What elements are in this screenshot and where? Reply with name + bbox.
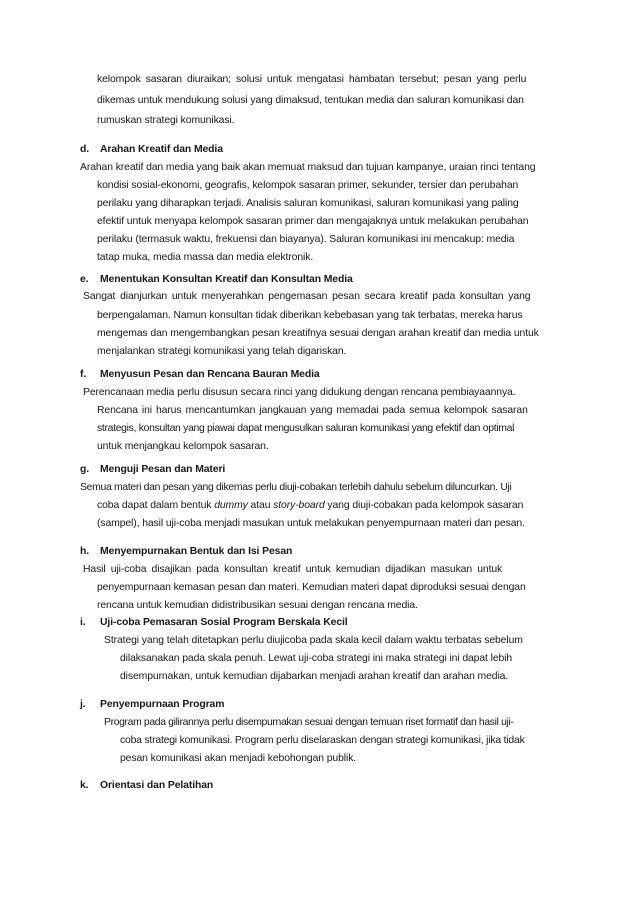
section-title: Menguji Pesan dan Materi xyxy=(100,464,226,475)
section-heading xyxy=(80,143,223,157)
section-letter: j. xyxy=(80,699,86,710)
paragraph-line: mengemas dan mengembangkan pesan kreatifnya sesuai dengan arahan kreatif dan media untuk xyxy=(97,328,539,339)
section-title: Arahan Kreatif dan Media xyxy=(100,144,223,155)
paragraph-line: Sangat dianjurkan untuk menyerahkan pengemasan pesan secara kreatif pada konsultan yang xyxy=(83,291,531,302)
section-title: Orientasi dan Pelatihan xyxy=(100,780,214,791)
section-title: Menyempurnakan Bentuk dan Isi Pesan xyxy=(100,546,293,557)
section-letter: k. xyxy=(80,780,89,791)
text-segment: atau xyxy=(247,500,274,511)
text-segment: coba dapat dalam bentuk xyxy=(97,500,215,511)
section-letter: f. xyxy=(80,369,87,380)
section-title: Penyempurnaan Program xyxy=(100,699,225,710)
section-letter: e. xyxy=(80,274,89,285)
section-heading xyxy=(80,545,292,559)
paragraph-line: efektif untuk menyapa kelompok sasaran primer dan mengajaknya untuk melakukan perubahan xyxy=(97,216,529,227)
section-heading xyxy=(80,368,320,382)
section-heading xyxy=(80,779,213,793)
section-letter: h. xyxy=(80,546,90,557)
paragraph-line: Arahan kreatif dan media yang baik akan memuat maksud dan tujuan kampanye, uraian rinci tentang xyxy=(80,162,536,173)
intro-line: dikemas untuk mendukung solusi yang dimaksud, tentukan media dan saluran komunikasi dan xyxy=(97,95,524,106)
paragraph-line: coba strategi komunikasi. Program perlu diselaraskan dengan strategi komunikasi, jika tidak xyxy=(120,735,525,746)
story-board-term: story-board xyxy=(273,500,325,511)
paragraph-line: Perencanaan media perlu disusun secara rinci yang didukung dengan rencana pembiayaannya. xyxy=(83,387,516,398)
paragraph-line: pesan komunikasi akan menjadi kebohongan publik. xyxy=(120,753,357,764)
paragraph-line: disempurnakan, untuk kemudian dijabarkan menjadi arahan kreatif dan arahan media. xyxy=(120,671,509,682)
paragraph-line: dilaksanakan pada skala penuh. Lewat uji-coba strategi ini maka strategi ini dapat lebih xyxy=(120,653,513,664)
section-letter: i. xyxy=(80,617,86,628)
section-title: Uji-coba Pemasaran Sosial Program Berskala Kecil xyxy=(100,617,348,628)
paragraph-line: menjalankan strategi komunikasi yang telah digariskan. xyxy=(97,346,347,357)
paragraph-line: kondisi sosial-ekonomi, geografis, kelompok sasaran primer, sekunder, tersier dan perubahan xyxy=(97,180,519,191)
intro-line: kelompok sasaran diuraikan; solusi untuk mengatasi hambatan tersebut; pesan yang perlu xyxy=(97,74,527,85)
dummy-term: dummy xyxy=(214,500,248,511)
paragraph-line: tatap muka, media massa dan media elektronik. xyxy=(97,252,314,263)
paragraph-line: perilaku yang diharapkan terjadi. Analisis saluran komunikasi, saluran komunikasi yang paling xyxy=(97,198,519,209)
paragraph-line: Program pada gilirannya perlu disempurnakan sesuai dengan temuan riset formatif dan hasil uji- xyxy=(104,717,514,728)
paragraph-line: berpengalaman. Namun konsultan tidak diberikan kebebasan yang tak terbatas, mereka harus xyxy=(97,310,523,321)
paragraph-line: Strategi yang telah ditetapkan perlu diujicoba pada skala kecil dalam waktu terbatas sebelum xyxy=(104,635,523,646)
text-segment: yang diuji-cobakan pada kelompok sasaran xyxy=(324,500,524,511)
section-heading xyxy=(80,616,348,630)
section-title: Menyusun Pesan dan Rencana Bauran Media xyxy=(100,369,320,380)
section-heading xyxy=(80,698,224,712)
paragraph-line: Rencana ini harus mencantumkan jangkauan yang memadai pada semua kelompok sasaran xyxy=(97,405,528,416)
paragraph-line: untuk menjangkau kelompok sasaran. xyxy=(97,441,269,452)
paragraph-line: perilaku (termasuk waktu, frekuensi dan biayanya). Saluran komunikasi ini mencakup: media xyxy=(97,234,515,245)
section-heading xyxy=(80,273,353,287)
paragraph-line: strategis, konsultan yang piawai dapat mengusulkan saluran komunikasi yang efektif dan optimal xyxy=(97,423,515,434)
paragraph-line: rencana untuk kemudian didistribusikan sesuai dengan rencana media. xyxy=(97,600,418,611)
section-heading xyxy=(80,463,225,477)
paragraph-line: penyempurnaan kemasan pesan dan materi. Kemudian materi dapat diproduksi sesuai dengan xyxy=(97,582,526,593)
section-letter: g. xyxy=(80,464,90,475)
section-letter: d. xyxy=(80,144,90,155)
section-title: Menentukan Konsultan Kreatif dan Konsultan Media xyxy=(100,274,353,285)
paragraph-line: Semua materi dan pesan yang dikemas perlu diuji-cobakan terlebih dahulu sebelum diluncurkan. Uji xyxy=(80,482,512,493)
intro-line: rumuskan strategi komunikasi. xyxy=(97,115,235,126)
paragraph-line: (sampel), hasil uji-coba menjadi masukan untuk melakukan penyempurnaan materi dan pesan. xyxy=(97,518,525,529)
paragraph-line-mixed xyxy=(97,499,523,513)
paragraph-line: Hasil uji-coba disajikan pada konsultan kreatif untuk kemudian dijadikan masukan untuk xyxy=(83,564,503,575)
